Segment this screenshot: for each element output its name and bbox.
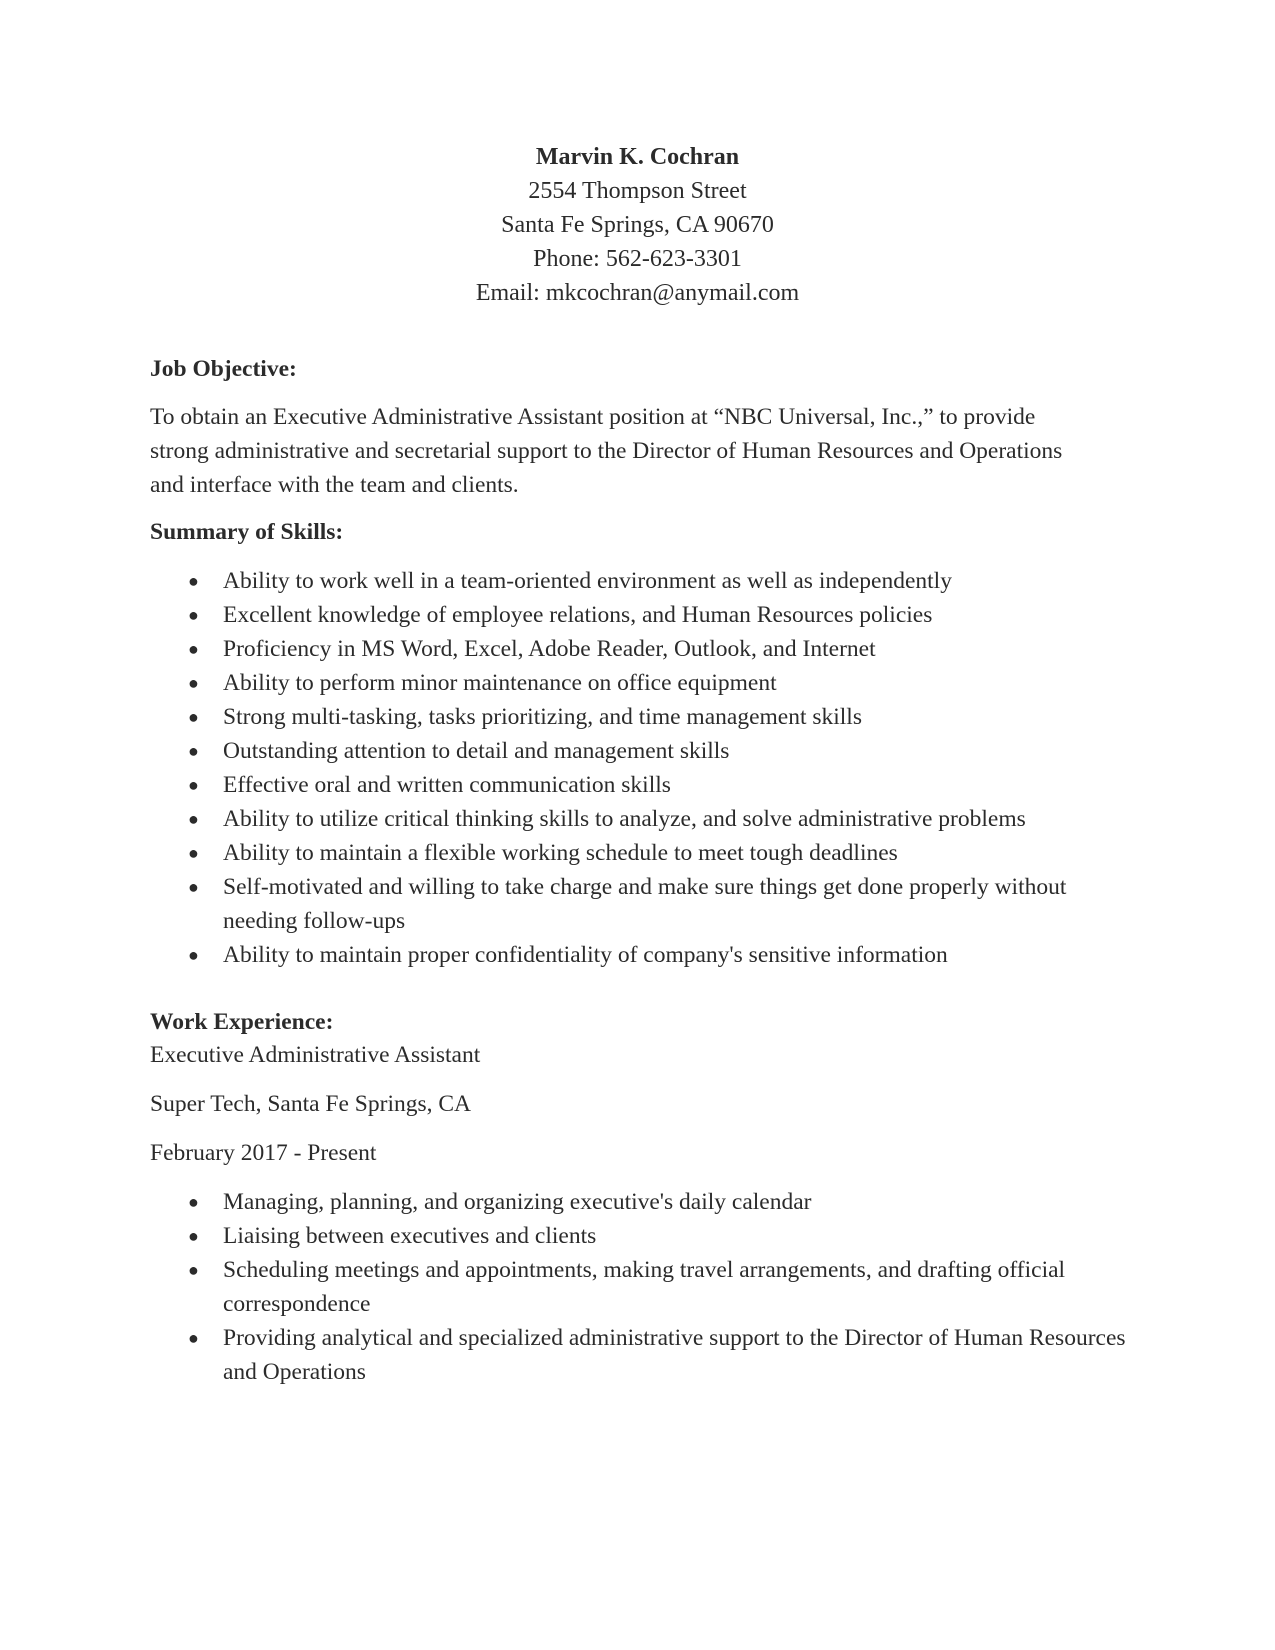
list-item: [150, 1321, 1130, 1389]
list-item: [150, 836, 1130, 870]
list-item: [150, 1253, 1130, 1321]
list-item: [150, 700, 1130, 734]
list-item: [150, 598, 1130, 632]
objective-text: To obtain an Executive Administrative Assistant position at “NBC Universal, Inc.,” to provide strong administrative and secretarial support to the Director of Human Resources and Operations and interface with the team and clients.: [150, 404, 1063, 498]
list-item: [150, 632, 1130, 666]
bullet-icon: ●: [188, 877, 199, 897]
bullet-icon: ●: [188, 945, 199, 965]
bullet-icon: ●: [188, 1328, 199, 1348]
list-item: [150, 666, 1130, 700]
duty-text: Scheduling meetings and appointments, making travel arrangements, and drafting official correspondence: [223, 1257, 1066, 1317]
skill-text: Excellent knowledge of employee relations, and Human Resources policies: [223, 602, 933, 628]
skill-text: Effective oral and written communication skills: [223, 772, 671, 798]
skill-text: Ability to work well in a team-oriented environment as well as independently: [223, 568, 952, 594]
skill-text: Ability to maintain proper confidentiality of company's sensitive information: [223, 942, 948, 968]
bullet-icon: ●: [188, 707, 199, 727]
duty-text: Managing, planning, and organizing executive's daily calendar: [223, 1189, 812, 1215]
bullet-icon: ●: [188, 843, 199, 863]
bullet-icon: ●: [188, 639, 199, 659]
list-item: [150, 870, 1130, 938]
list-item: [150, 802, 1130, 836]
duty-text: Providing analytical and specialized administrative support to the Director of Human Resources and Operations: [223, 1325, 1126, 1385]
experience-heading: Work Experience:: [150, 1009, 334, 1035]
list-item: [150, 1219, 1130, 1253]
objective-heading: Job Objective:: [150, 356, 297, 382]
bullet-icon: ●: [188, 809, 199, 829]
employment-dates: February 2017 - Present: [150, 1140, 377, 1166]
duty-text: Liaising between executives and clients: [223, 1223, 597, 1249]
bullet-icon: ●: [188, 1260, 199, 1280]
bullet-icon: ●: [188, 775, 199, 795]
bullet-icon: ●: [188, 1226, 199, 1246]
email-address: Email: mkcochran@anymail.com: [475, 280, 800, 306]
bullet-icon: ●: [188, 1192, 199, 1212]
skill-text: Outstanding attention to detail and management skills: [223, 738, 730, 764]
street-address: 2554 Thompson Street: [528, 178, 747, 204]
skills-heading: Summary of Skills:: [150, 519, 344, 545]
contact-header: [0, 140, 1275, 310]
candidate-name: Marvin K. Cochran: [535, 144, 740, 170]
skills-list: [150, 564, 1130, 972]
skill-text: Proficiency in MS Word, Excel, Adobe Reader, Outlook, and Internet: [223, 636, 876, 662]
bullet-icon: ●: [188, 741, 199, 761]
list-item: [150, 768, 1130, 802]
bullet-icon: ●: [188, 605, 199, 625]
company-location: Super Tech, Santa Fe Springs, CA: [150, 1091, 472, 1117]
skill-text: Ability to utilize critical thinking skills to analyze, and solve administrative problems: [223, 806, 1026, 832]
skill-text: Strong multi-tasking, tasks prioritizing, and time management skills: [223, 704, 862, 730]
bullet-icon: ●: [188, 673, 199, 693]
skill-text: Self-motivated and willing to take charge and make sure things get done properly without needing follow-ups: [223, 874, 1067, 934]
job-title: Executive Administrative Assistant: [150, 1042, 481, 1068]
city-state-zip: Santa Fe Springs, CA 90670: [501, 212, 774, 238]
duties-list: [150, 1185, 1130, 1389]
list-item: [150, 1185, 1130, 1219]
skill-text: Ability to maintain a flexible working schedule to meet tough deadlines: [223, 840, 898, 866]
bullet-icon: ●: [188, 571, 199, 591]
list-item: [150, 938, 1130, 972]
phone-number: Phone: 562-623-3301: [533, 246, 742, 272]
list-item: [150, 564, 1130, 598]
list-item: [150, 734, 1130, 768]
skill-text: Ability to perform minor maintenance on office equipment: [223, 670, 777, 696]
